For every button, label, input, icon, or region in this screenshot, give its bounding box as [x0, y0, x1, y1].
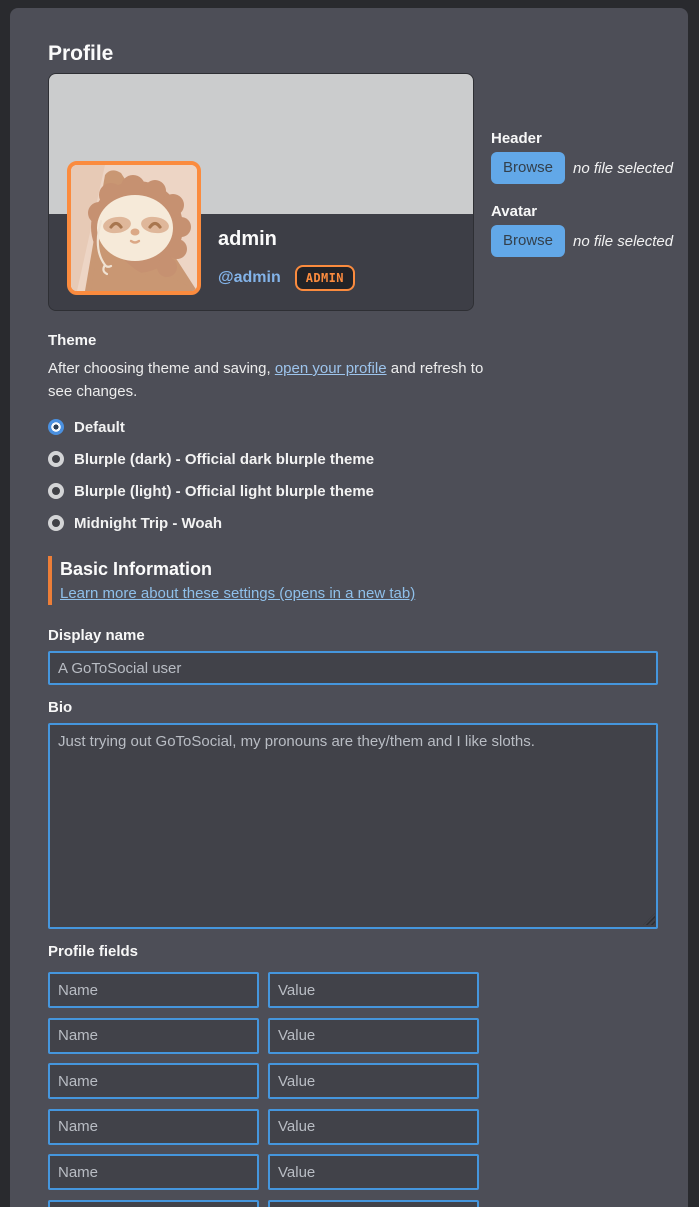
bio-label: Bio — [48, 699, 73, 716]
theme-option-label: Midnight Trip - Woah — [74, 514, 223, 532]
identity-block — [218, 226, 355, 291]
profile-fields-label: Profile fields — [48, 943, 139, 960]
theme-label: Theme — [48, 332, 97, 349]
preview-display-name: admin — [218, 228, 277, 250]
profile-field-name-input[interactable] — [48, 972, 259, 1008]
theme-description — [48, 357, 488, 403]
theme-option-blurple-light[interactable] — [48, 483, 658, 499]
radio-checked-icon[interactable] — [48, 419, 64, 435]
profile-field-row — [48, 1018, 658, 1054]
theme-option-default[interactable] — [48, 419, 658, 435]
profile-field-value-input[interactable] — [268, 1200, 479, 1207]
profile-field-name-input[interactable] — [48, 1018, 259, 1054]
profile-field-row — [48, 972, 658, 1008]
profile-field-name-input[interactable] — [48, 1200, 259, 1207]
profile-field-value-input[interactable] — [268, 1063, 479, 1099]
preview-username: @admin — [218, 269, 281, 286]
profile-preview-section — [48, 73, 674, 311]
profile-field-row — [48, 1200, 658, 1207]
role-badge: ADMIN — [295, 265, 355, 291]
basic-information-heading: Basic Information — [60, 559, 213, 579]
sloth-avatar-icon — [71, 165, 197, 291]
profile-settings-panel — [10, 8, 688, 1207]
avatar-file-status: no file selected — [573, 232, 674, 250]
theme-description-prefix: After choosing theme and saving, — [48, 360, 275, 377]
profile-fields-list — [48, 972, 658, 1207]
profile-field-value-input[interactable] — [268, 1154, 479, 1190]
header-upload-label: Header — [491, 130, 542, 147]
profile-field-value-input[interactable] — [268, 1018, 479, 1054]
profile-field-row — [48, 1109, 658, 1145]
profile-preview-card — [48, 73, 474, 311]
display-name-label: Display name — [48, 627, 145, 644]
avatar-upload-label: Avatar — [491, 203, 538, 220]
profile-field-value-input[interactable] — [268, 972, 479, 1008]
learn-more-link[interactable]: Learn more about these settings (opens in a new tab) — [60, 585, 416, 602]
theme-option-label: Default — [74, 418, 125, 436]
profile-field-name-input[interactable] — [48, 1109, 259, 1145]
avatar-upload-group — [491, 203, 673, 257]
header-browse-button[interactable]: Browse — [491, 152, 565, 184]
header-upload-group — [491, 130, 673, 184]
theme-option-label: Blurple (light) - Official light blurple theme — [74, 482, 374, 500]
theme-option-midnight-trip[interactable] — [48, 515, 658, 531]
theme-option-label: Blurple (dark) - Official dark blurple theme — [74, 450, 375, 468]
theme-option-blurple-dark[interactable] — [48, 451, 658, 467]
basic-information-header — [48, 556, 658, 605]
radio-unchecked-icon[interactable] — [48, 515, 64, 531]
profile-field-name-input[interactable] — [48, 1154, 259, 1190]
profile-field-name-input[interactable] — [48, 1063, 259, 1099]
header-file-status: no file selected — [573, 159, 674, 177]
radio-unchecked-icon[interactable] — [48, 483, 64, 499]
open-your-profile-link[interactable]: open your profile — [274, 360, 387, 377]
file-upload-column — [491, 73, 673, 311]
profile-field-row — [48, 1063, 658, 1099]
radio-unchecked-icon[interactable] — [48, 451, 64, 467]
theme-description-suffix: and refresh to see changes. — [48, 360, 484, 400]
avatar — [67, 161, 201, 295]
theme-section — [48, 332, 658, 531]
bio-textarea[interactable] — [48, 723, 658, 929]
page-title: Profile — [48, 42, 114, 65]
profile-field-value-input[interactable] — [268, 1109, 479, 1145]
theme-options — [48, 419, 658, 531]
display-name-input[interactable] — [48, 651, 658, 685]
avatar-browse-button[interactable]: Browse — [491, 225, 565, 257]
profile-field-row — [48, 1154, 658, 1190]
